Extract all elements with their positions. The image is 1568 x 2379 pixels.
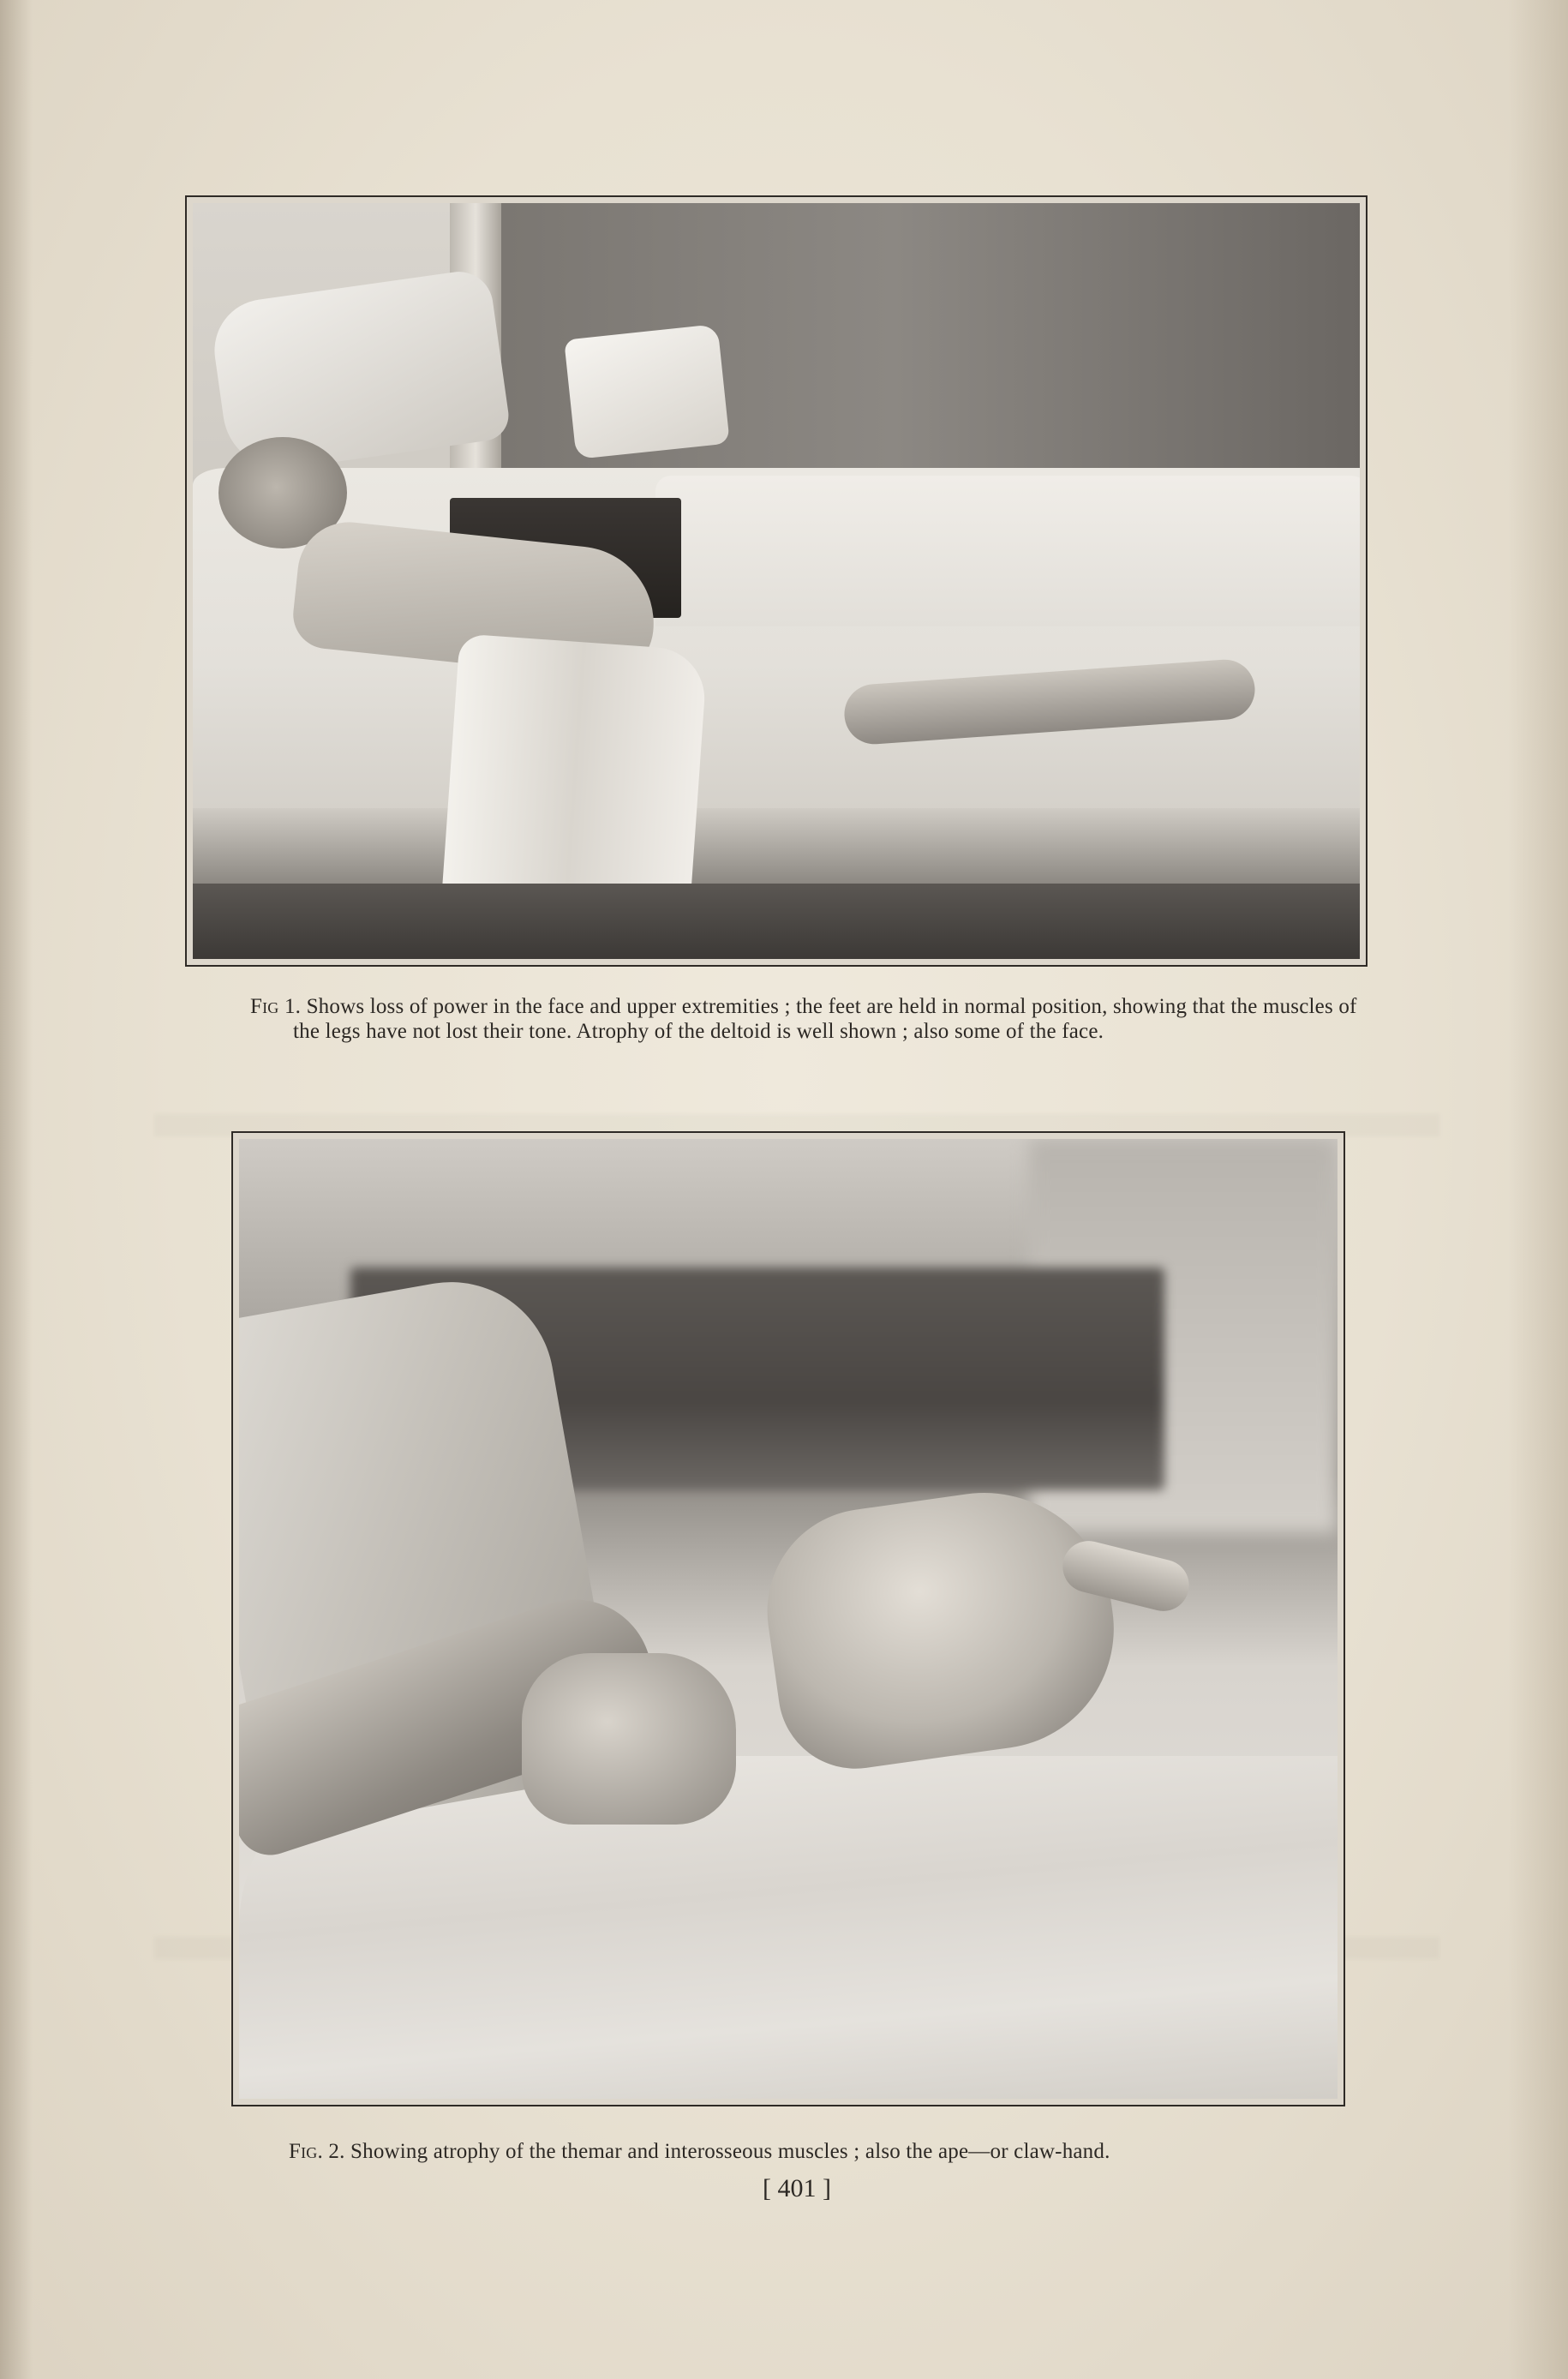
page-number: [ 401 ]: [763, 2174, 831, 2202]
figure-2-caption: [289, 2139, 1317, 2165]
figure-2-frame: [231, 1131, 1345, 2106]
photo-mattress-edge: [193, 808, 1360, 884]
photo-floor: [193, 884, 1360, 959]
photo-bed-far: [655, 476, 1360, 626]
figure-1-caption-text: Shows loss of power in the face and upper extremities ; the feet are held in normal position, showing that the muscles of the legs have not lost their tone. Atrophy of the deltoid is well shown ; also some of the face.: [293, 995, 1357, 1043]
figure-2-photograph: [239, 1139, 1338, 2099]
photo-left-hand: [522, 1653, 736, 1825]
figure-1-caption: [250, 994, 1364, 1044]
figure-1-photograph: [193, 203, 1360, 959]
gutter-shadow: [0, 0, 33, 2379]
figure-2-caption-text: Showing atrophy of the themar and interosseous muscles ; also the ape—or claw-hand.: [350, 2140, 1110, 2163]
photo-pillow-far: [564, 324, 730, 459]
edge-shadow: [1508, 0, 1568, 2379]
figure-2-label: Fig. 2.: [289, 2140, 345, 2163]
figure-1-frame: [185, 195, 1368, 967]
figure-1-label: Fig 1.: [250, 995, 302, 1018]
